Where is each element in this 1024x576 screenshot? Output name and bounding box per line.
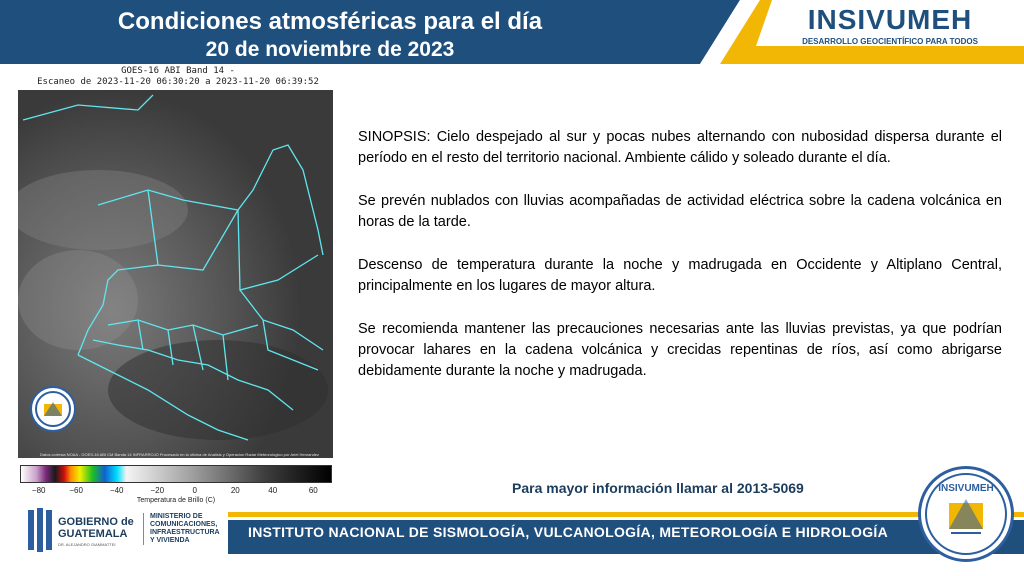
brand-logo xyxy=(770,4,1010,46)
gob-line2: GUATEMALA xyxy=(58,528,128,540)
page-date: 20 de noviembre de 2023 xyxy=(205,38,455,61)
gob-logo-bar xyxy=(28,510,34,550)
gob-logo-bar xyxy=(37,508,43,552)
government-logos xyxy=(20,508,230,554)
seal-emblem xyxy=(921,469,1011,559)
recommendation-paragraph: Se recomienda mantener las precauciones necesarias ante las lluvias previstas, ya que podrían provocar lahares en la cadena volcánica y crecidas repentinas de ríos, así como abrigarse debidamente durante la noche y madrugada. xyxy=(358,321,1002,379)
colorbar-tick: 0 xyxy=(192,486,197,495)
satellite-scan-time: Escaneo de 2023-11-20 06:30:20 a 2023-11-20 06:39:52 xyxy=(37,77,319,87)
brand-tagline: DESARROLLO GEOCIENTÍFICO PARA TODOS xyxy=(802,37,978,46)
temperature-colorbar xyxy=(20,465,332,483)
page-title: Condiciones atmosféricas para el día xyxy=(117,8,543,35)
satellite-credit: Datos cortesia NOAA - GOES-16 ABI CM Banda 14 INFRARROJO Procesado en la oficina de Analisis y Operacion Radar Meteorologico por Ariel Hernandez xyxy=(40,452,320,457)
institute-name: INSTITUTO NACIONAL DE SISMOLOGÍA, VULCANOLOGÍA, METEOROLOGÍA E HIDROLOGÍA xyxy=(248,524,888,540)
gob-line1: GOBIERNO de xyxy=(58,516,134,528)
synopsis-paragraph: SINOPSIS: Cielo despejado al sur y pocas nubes alternando con nubosidad dispersa durante el período en el resto del territorio nacional. Ambiente cálido y soleado durante el día. xyxy=(358,129,1002,166)
ministry-line: COMUNICACIONES, xyxy=(150,521,218,528)
colorbar-tick: −40 xyxy=(109,486,124,495)
ministry-line: MINISTERIO DE xyxy=(150,513,203,520)
satellite-caption xyxy=(18,66,338,88)
colorbar-tick: 60 xyxy=(308,486,318,495)
gob-subtitle: DR. ALEJANDRO GIAMMATTEI xyxy=(58,542,116,547)
insivumeh-seal-small xyxy=(30,386,76,432)
colorbar-tick: −80 xyxy=(31,486,46,495)
seal-name: INSIVUMEH xyxy=(938,483,994,494)
satellite-band: GOES-16 ABI Band 14 - xyxy=(121,66,235,76)
brand-name: INSIVUMEH xyxy=(807,4,973,35)
seal-small-emblem xyxy=(32,388,74,430)
contact-info: Para mayor información llamar al 2013-5069 xyxy=(512,480,804,496)
colorbar-tick: 40 xyxy=(268,486,278,495)
page-header xyxy=(0,0,1024,64)
colorbar-tick: −60 xyxy=(69,486,83,495)
ministry-line: Y VIVIENDA xyxy=(150,537,190,544)
ministry-line: INFRAESTRUCTURA xyxy=(150,529,220,536)
forecast-paragraph: Se prevén nublados con lluvias acompañadas de actividad eléctrica sobre la cadena volcánica en horas de la tarde. xyxy=(358,193,1002,230)
colorbar-tick: 20 xyxy=(230,486,240,495)
ministry-name xyxy=(143,513,220,545)
gobierno-logo-text xyxy=(58,516,134,540)
gob-logo-bar xyxy=(46,510,52,550)
insivumeh-seal xyxy=(918,466,1014,562)
colorbar-tick: −20 xyxy=(150,486,165,495)
forecast-paragraph: Descenso de temperatura durante la noche y madrugada en Occidente y Altiplano Central, principalmente en los lugares de mayor altura. xyxy=(358,257,1002,294)
forecast-text xyxy=(358,127,1002,404)
colorbar-label: Temperatura de Brillo (C) xyxy=(136,497,216,504)
